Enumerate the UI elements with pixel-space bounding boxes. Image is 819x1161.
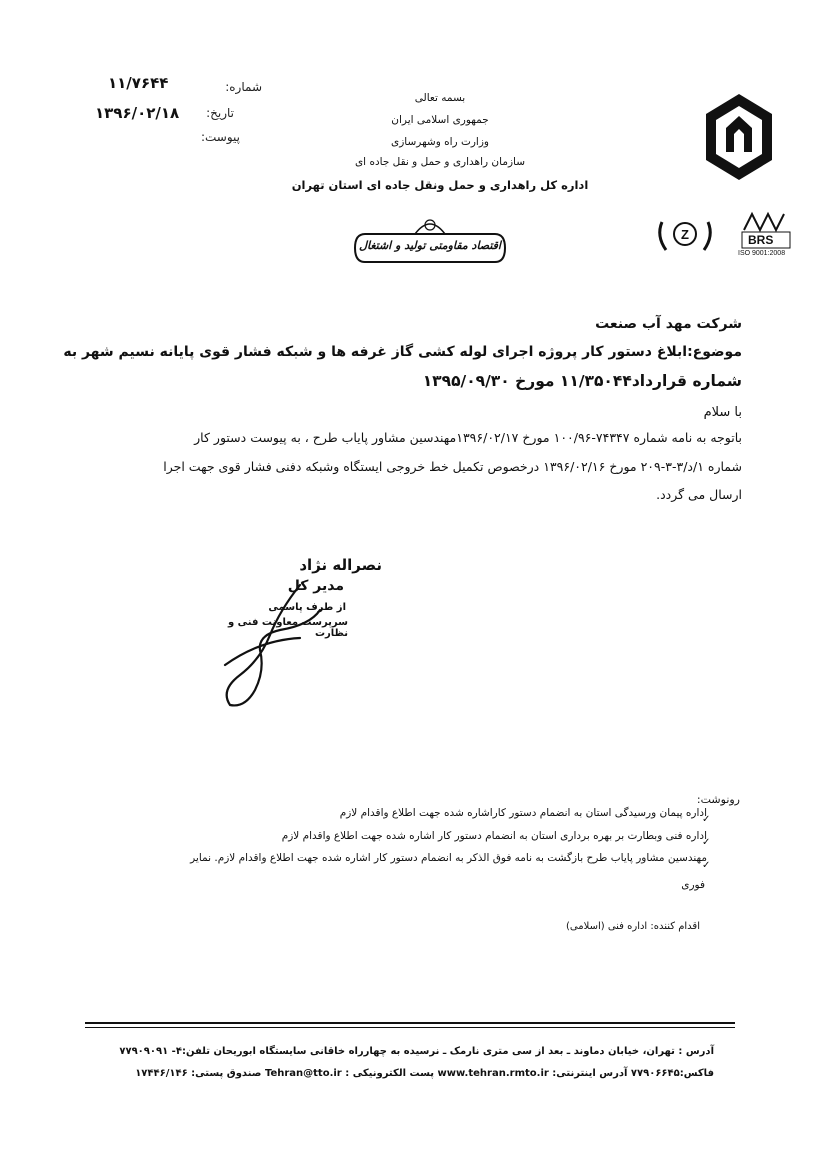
attachment-label: پیوست:	[200, 130, 240, 144]
cc-item-1: اداره پیمان ورسیدگی استان به انضمام دستور کاراشاره شده جهت اطلاع واقدام لازم	[339, 807, 707, 819]
cc-item-3: مهندسین مشاور پایاب طرح بازگشت به نامه فوق الذکر به انضمام دستور کار اشاره شده جهت اطلاع واقدام لازم. نمایر	[190, 852, 707, 864]
header-ministry: وزارت راه وشهرسازی	[391, 136, 489, 148]
number-label: شماره:	[225, 80, 262, 94]
slogan-banner	[345, 212, 515, 270]
subject-line-1: موضوع:ابلاغ دستور کار پروژه اجرای لوله کشی گاز غرفه ها و شبکه فشار قوی پایانه نسیم شهر به	[63, 344, 742, 360]
brs-logo	[738, 210, 794, 262]
certification-logo	[652, 212, 718, 258]
deputy-title: سرپرست معاونت فنی و نظارت	[227, 617, 348, 639]
cc-item-3-continued: فوری	[681, 879, 705, 891]
footer-divider-thin	[85, 1027, 735, 1028]
letter-number: ۱۱/۷۶۴۴	[108, 74, 169, 92]
svg-text:Z: Z	[681, 227, 689, 242]
cc-item-2: اداره فنی وبطارت بر بهره برداری استان به انضمام دستور کار اشاره شده جهت اطلاع واقدام لازم	[281, 830, 707, 842]
cc-bullets: ✓ ✓ ✓	[702, 814, 711, 871]
greeting: با سلام	[703, 405, 742, 420]
addressee: شرکت مهد آب صنعت	[595, 316, 742, 332]
signatory-title: مدیر کل	[287, 578, 344, 594]
rmto-logo-icon	[704, 92, 774, 182]
footer-divider	[85, 1022, 735, 1024]
body-line-1: باتوجه به نامه شماره ۷۴۳۴۷-۱۰۰/۹۶ مورخ ۱۳۹۶/۰۲/۱۷مهندسین مشاور پایاب طرح ، به پیوست دستور کار	[194, 430, 742, 445]
footer-address: آدرس : تهران، خیابان دماوند ـ بعد از سی متری نارمک ـ نرسیده به چهارراه خاقانی سایستگاه ابوریحان تلفن:۴- ۷۷۹۰۹۰۹۱	[119, 1046, 714, 1057]
organization-logo	[704, 92, 774, 182]
footer-contact: فاکس:۷۷۹۰۶۶۴۵ آدرس اینترنتی: www.tehran.rmto.ir پست الکترونیکی : Tehran@tto.ir صندوق پستی: ۱۷۴۴۶/۱۴۶	[135, 1068, 714, 1079]
slogan-text: اقتصاد مقاومتی تولید و اشتغال	[359, 239, 501, 252]
handwritten-signature	[200, 580, 370, 710]
action-by: اقدام کننده: اداره فنی (اسلامی)	[566, 921, 700, 932]
on-behalf-text: از طرف پاسمی	[268, 602, 346, 613]
letter-date: ۱۳۹۶/۰۲/۱۸	[95, 104, 180, 122]
header-country: جمهوری اسلامی ایران	[391, 114, 489, 126]
signatory-name: نصراله نژاد	[299, 556, 382, 574]
header-organization: سازمان راهداری و حمل و نقل جاده ای	[354, 156, 526, 168]
body-line-2: شماره ۱/د/۳-۳-۲۰۹ مورخ ۱۳۹۶/۰۲/۱۶ درخصوص تکمیل خط خروجی ایستگاه وشبکه دفنی فشار قوی جهت اجرا	[163, 459, 742, 474]
body-line-3: ارسال می گردد.	[656, 487, 742, 502]
brs-label: BRS	[748, 233, 774, 247]
basmala: بسمه تعالی	[414, 92, 466, 104]
cc-label: رونوشت:	[696, 793, 740, 806]
laurel-certification-icon	[652, 212, 718, 258]
iso-label: ISO 9001:2008	[738, 250, 786, 257]
subject-line-2: شماره قرارداد۱۱/۳۵۰۴۴ مورخ ۱۳۹۵/۰۹/۳۰	[422, 372, 742, 390]
signature-scribble-icon	[200, 580, 370, 710]
date-label: تاریخ:	[206, 106, 234, 120]
header-department: اداره کل راهداری و حمل ونقل جاده ای استان تهران	[291, 178, 589, 192]
